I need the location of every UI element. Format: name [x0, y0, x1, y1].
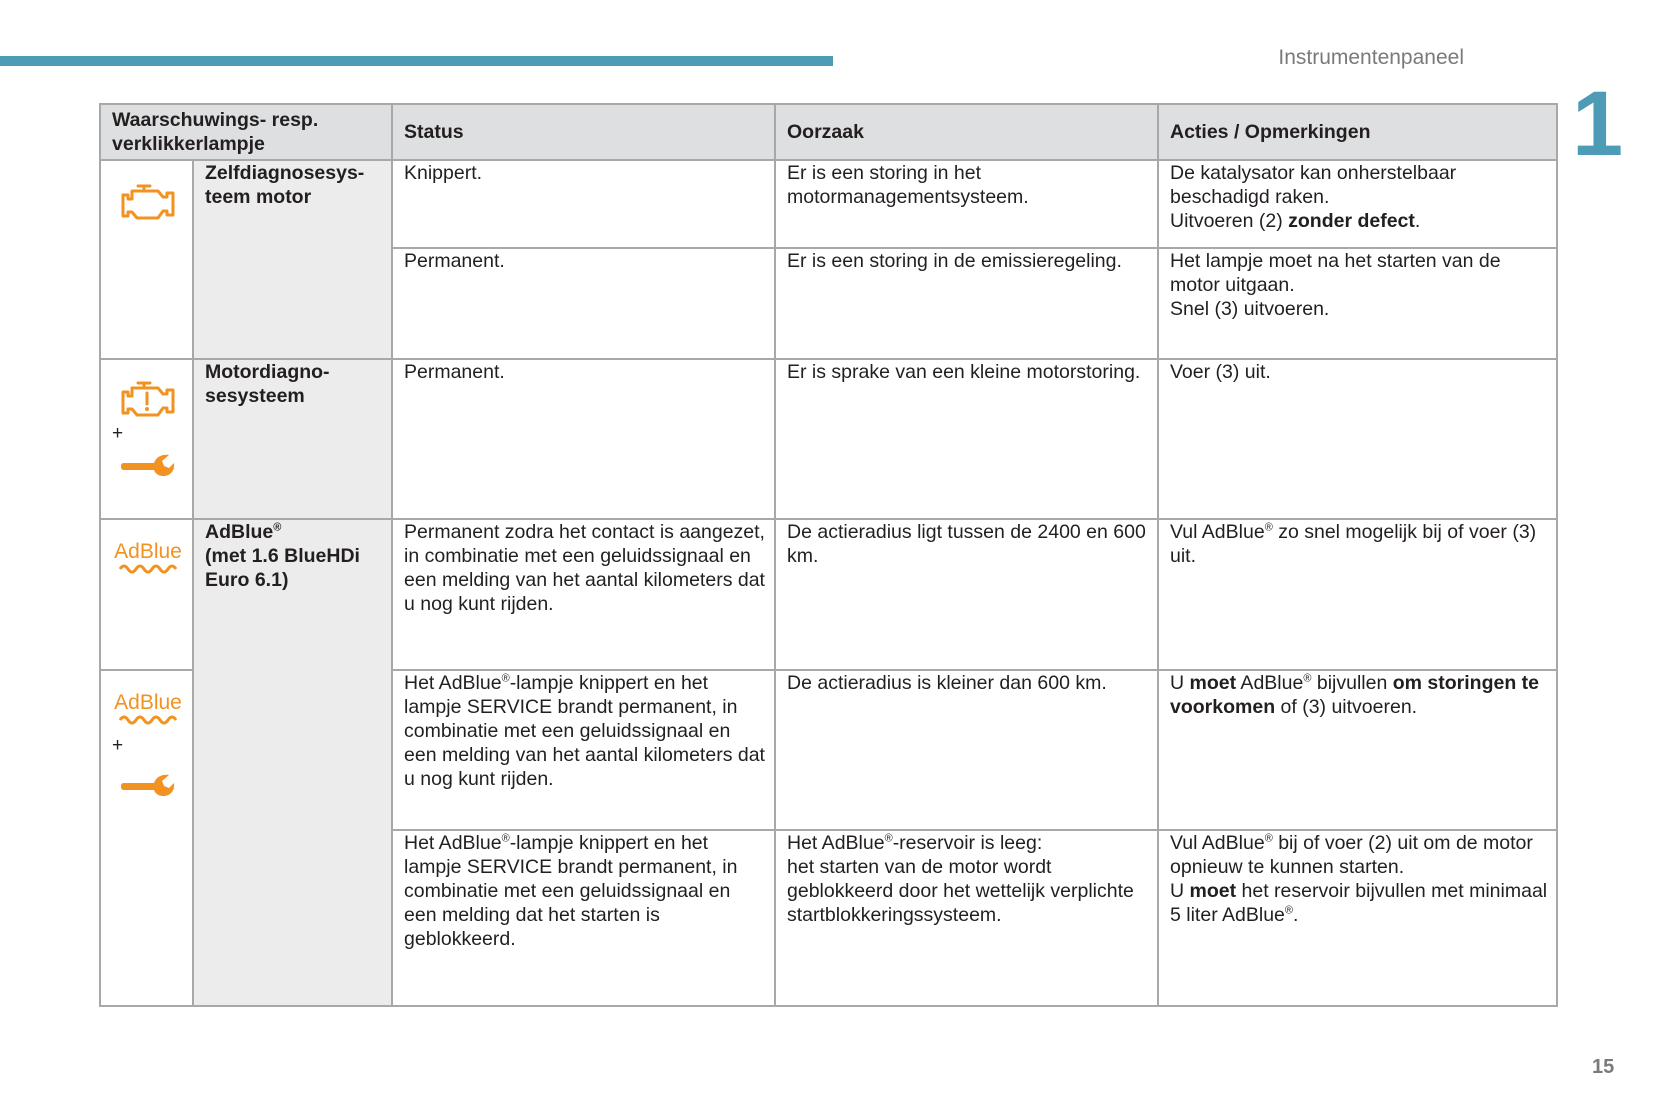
- status-cell: Het AdBlue®-lampje knippert en het lampje SERVICE brandt permanent, in combinatie met een geluidssignaal en een melding van het aantal kilometers dat u nog kunt rijden.: [392, 670, 775, 830]
- engine-icon: [120, 180, 176, 224]
- lamp-icon-cell: [100, 519, 193, 670]
- adblue-icon-label: AdBlue: [114, 540, 182, 563]
- lamp-name: Zelfdiagnosesys- teem motor: [193, 160, 392, 359]
- status-cell: Permanent.: [392, 248, 775, 359]
- plus-sign: +: [112, 735, 124, 756]
- warning-lamps-table: [99, 103, 1558, 1007]
- engine-warning-icon: [120, 377, 176, 421]
- adblue-icon: [112, 689, 184, 729]
- actions-cell: Vul AdBlue® zo snel mogelijk bij of voer (3) uit.: [1158, 519, 1557, 670]
- wrench-icon: [120, 773, 176, 799]
- lamp-icon-cell: [100, 670, 193, 1006]
- header-accent-bar: [0, 56, 833, 66]
- status-cell: Permanent zodra het contact is aangezet, in combinatie met een geluidssignaal en een melding van het aantal kilometers dat u nog kunt rijden.: [392, 519, 775, 670]
- wrench-icon: [120, 453, 176, 479]
- actions-cell: Voer (3) uit.: [1158, 359, 1557, 519]
- lamp-icon-cell: [100, 359, 193, 519]
- cause-cell: De actieradius ligt tussen de 2400 en 600 km.: [775, 519, 1158, 670]
- actions-cell: De katalysator kan onherstelbaar beschadigd raken. Uitvoeren (2) zonder defect.: [1158, 160, 1557, 248]
- table-row: [100, 359, 1557, 519]
- status-cell: Knippert.: [392, 160, 775, 248]
- actions-cell: U moet AdBlue® bijvullen om storingen te voorkomen of (3) uitvoeren.: [1158, 670, 1557, 830]
- chapter-number: 1: [1572, 73, 1624, 175]
- column-header-cause: Oorzaak: [775, 104, 1158, 160]
- section-title: Instrumentenpaneel: [1278, 46, 1464, 69]
- actions-cell: Vul AdBlue® bij of voer (2) uit om de motor opnieuw te kunnen starten. U moet het reservoir bijvullen met minimaal 5 liter AdBlue®.: [1158, 830, 1557, 1006]
- table-row: [100, 519, 1557, 670]
- column-header-status: Status: [392, 104, 775, 160]
- column-header-actions: Acties / Opmerkingen: [1158, 104, 1557, 160]
- actions-cell: Het lampje moet na het starten van de motor uitgaan. Snel (3) uitvoeren.: [1158, 248, 1557, 359]
- cause-cell: Er is een storing in het motormanagementsysteem.: [775, 160, 1158, 248]
- table-header-row: [100, 104, 1557, 160]
- lamp-name: Motordiagno- sesysteem: [193, 359, 392, 519]
- lamp-icon-cell: [100, 160, 193, 359]
- status-cell: Permanent.: [392, 359, 775, 519]
- page-number: 15: [1592, 1056, 1615, 1078]
- adblue-icon-label: AdBlue: [114, 691, 182, 714]
- lamp-name: AdBlue® (met 1.6 BlueHDi Euro 6.1): [193, 519, 392, 1006]
- cause-cell: Er is een storing in de emissieregeling.: [775, 248, 1158, 359]
- table-row: [100, 160, 1557, 248]
- column-header-lamp: Waarschuwings- resp. verklikkerlampje: [100, 104, 392, 160]
- cause-cell: De actieradius is kleiner dan 600 km.: [775, 670, 1158, 830]
- status-cell: Het AdBlue®-lampje knippert en het lampje SERVICE brandt permanent, in combinatie met een geluidssignaal en een melding dat het starten is geblokkeerd.: [392, 830, 775, 1006]
- plus-sign: +: [112, 423, 124, 444]
- adblue-icon: [112, 538, 184, 578]
- cause-cell: Er is sprake van een kleine motorstoring.: [775, 359, 1158, 519]
- cause-cell: Het AdBlue®-reservoir is leeg: het starten van de motor wordt geblokkeerd door het wettelijk verplichte startblokkeringssysteem.: [775, 830, 1158, 1006]
